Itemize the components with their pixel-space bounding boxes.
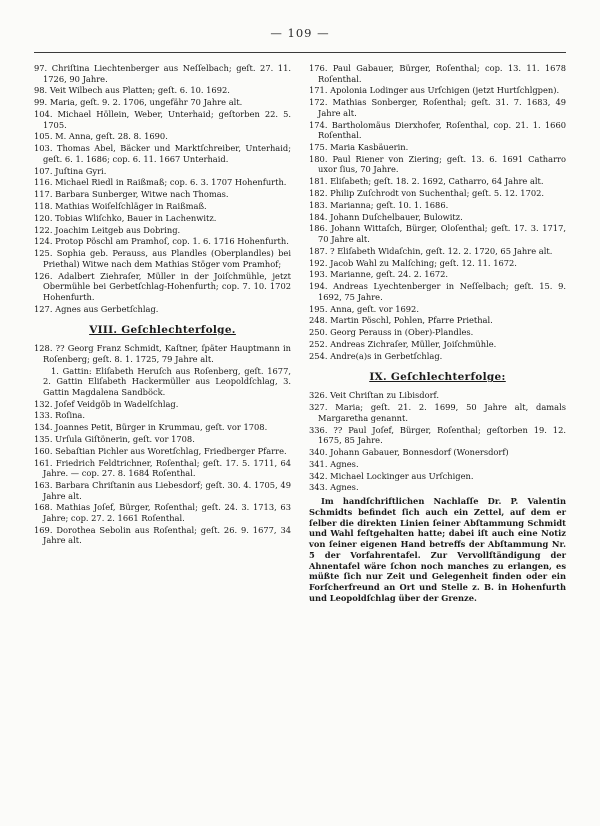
entry-text: Friedrich Feldtrichner, Roſenthal; geſt. 17. 5. 1711, 64 Jahre. — cop. 27. 8. 1684 Roſenthal. bbox=[43, 457, 292, 479]
list-item bbox=[34, 109, 291, 130]
entry-number: 254. bbox=[309, 350, 328, 361]
entry-number: 103. bbox=[34, 143, 53, 154]
entry-number: 125. bbox=[34, 248, 53, 259]
entry-number: 135. bbox=[34, 434, 53, 445]
list-item bbox=[309, 315, 566, 326]
list-item bbox=[34, 422, 291, 433]
list-item bbox=[34, 236, 291, 247]
entry-text: Joachim Leitgeb aus Dobring. bbox=[55, 224, 181, 235]
entry-text: Michael Riedl in Raißmaß; cop. 6. 3. 1707 Hohenfurth. bbox=[55, 177, 287, 188]
entry-number: 124. bbox=[34, 236, 53, 247]
entry-number: 168. bbox=[34, 502, 53, 513]
entry-number: 169. bbox=[34, 524, 53, 535]
left-column bbox=[34, 63, 291, 805]
list-item bbox=[309, 471, 566, 482]
entry-number: 194. bbox=[309, 281, 328, 292]
entry-number: 99. bbox=[34, 97, 48, 108]
entry-number: 327. bbox=[309, 402, 328, 413]
entry-text: Agnes. bbox=[330, 458, 359, 469]
entry-number: 176. bbox=[309, 63, 328, 73]
list-item bbox=[34, 446, 291, 457]
list-item bbox=[309, 223, 566, 244]
list-item bbox=[34, 131, 291, 142]
list-item bbox=[34, 213, 291, 224]
entry-number: 105. bbox=[34, 131, 53, 142]
list-item bbox=[34, 189, 291, 200]
entry-number: 97. bbox=[34, 63, 48, 73]
list-item bbox=[34, 85, 291, 96]
entry-number: 343. bbox=[309, 482, 328, 493]
entry-text: Joannes Petit, Bürger in Krummau, geſt. vor 1708. bbox=[55, 422, 268, 433]
list-item bbox=[309, 459, 566, 470]
list-item bbox=[34, 166, 291, 177]
list-item bbox=[34, 399, 291, 410]
entry-text: Urſula Giſtönerin, geſt. vor 1708. bbox=[55, 434, 195, 445]
entry-text: Maria Kasbäuerin. bbox=[330, 142, 409, 153]
entry-text: Chriſtina Liechtenberger aus Neſſelbach; geſt. 27. 11. 1726, 90 Jahre. bbox=[43, 63, 291, 84]
entry-text: Sebaſtian Pichler aus Woretſchlag, Friedberger Pfarre. bbox=[55, 445, 287, 456]
entry-number: 104. bbox=[34, 109, 53, 119]
list-item bbox=[34, 480, 291, 501]
list-item bbox=[309, 200, 566, 211]
entry-number: 134. bbox=[34, 422, 53, 433]
list-item bbox=[309, 63, 566, 84]
list-item bbox=[309, 351, 566, 362]
list-item bbox=[309, 447, 566, 458]
list-item bbox=[309, 188, 566, 199]
entry-number: 250. bbox=[309, 327, 328, 338]
entry-text: Andre(a)s in Gerbetſchlag. bbox=[330, 350, 443, 361]
list-item bbox=[309, 281, 566, 302]
list-item bbox=[309, 402, 566, 423]
entry-number: 160. bbox=[34, 445, 53, 456]
entry-text: Georg Perauss in (Ober)-Plandles. bbox=[330, 327, 474, 338]
entry-text: Mathias Joſef, Bürger, Roſenthal; geſt. 24. 3. 1713, 63 Jahre; cop. 27. 2. 1661 Roſenthal. bbox=[43, 502, 291, 524]
entry-number: 98. bbox=[34, 85, 48, 96]
entry-text: Protop Pöschl am Pramhoſ, cop. 1. 6. 1716 Hohenfurth. bbox=[55, 236, 289, 247]
entry-text: Michael Lockinger aus Urſchigen. bbox=[330, 470, 474, 481]
list-item bbox=[34, 458, 291, 479]
entry-text: M. Anna, geſt. 28. 8. 1690. bbox=[55, 131, 168, 142]
entry-number: 180. bbox=[309, 153, 328, 164]
entry-text: Mathias Woiſelſchläger in Raißmaß. bbox=[55, 201, 207, 211]
entry-text: 1. Gattin: Eliſabeth Heruſch aus Roſenberg, geſt. 1677, 2. Gattin Eliſabeth Hackermüller aus Leopoldſchlag, 3. Gattin Magdalena Sandböck. bbox=[43, 365, 291, 397]
section-heading-viii bbox=[34, 324, 291, 336]
entry-text: Joſef Veidgöb in Wadelſchlag. bbox=[55, 398, 179, 409]
list-item bbox=[309, 304, 566, 315]
list-item bbox=[34, 410, 291, 421]
entry-text: ? Eliſabeth Widaſchin, geſt. 12. 2. 1720, 65 Jahre alt. bbox=[330, 245, 553, 256]
entry-number: 340. bbox=[309, 447, 328, 458]
list-item bbox=[34, 434, 291, 445]
list-item bbox=[34, 177, 291, 188]
list-item bbox=[309, 390, 566, 401]
header-rule bbox=[34, 52, 566, 53]
list-item bbox=[309, 246, 566, 257]
entry-text: Marianne, geſt. 24. 2. 1672. bbox=[330, 269, 449, 280]
entry-number: 195. bbox=[309, 303, 328, 314]
entry-text: Roſina. bbox=[55, 410, 86, 421]
closing-note: Im handſchriftlichen Nachlaſſe Dr. P. Valentin Schmidts befindet ſich auch ein Zettel, auf dem er ſelber die direkten Linien ſeiner Abſtammung Schmidt und Wahl feſtgehalten hatte; dabei iſt auch eine Notiz von ſeiner eigenen Hand betreffs der Abſtammung Nr. 5 der Vorfahrentafel. Zur Vervollſtändigung der Ahnentafel wäre ſchon noch manches zu erlangen, es müßte ſich nur Zeit und Gelegenheit finden oder ein Forſcherfreund an Ort und Stelle z. B. in Hohenfurth und Leopoldſchlag über der Grenze. bbox=[309, 496, 566, 604]
entry-text: Dorothea Sebolin aus Roſenthal; geſt. 26. 9. 1677, 34 Jahre alt. bbox=[43, 524, 291, 546]
list-item bbox=[309, 258, 566, 269]
entry-number: 187. bbox=[309, 245, 328, 256]
entry-text: Veit Wilbech aus Platten; geſt. 6. 10. 1692. bbox=[49, 85, 230, 96]
entry-number: 182. bbox=[309, 188, 328, 199]
entry-text: Andreas Zichraſer, Müller, Joiſchmühle. bbox=[330, 339, 497, 349]
list-item bbox=[309, 212, 566, 223]
list-item bbox=[34, 343, 291, 364]
entry-number: 184. bbox=[309, 211, 328, 222]
section-heading-text: VIII. Geſchlechterfolge. bbox=[89, 324, 236, 337]
entry-number: 128. bbox=[34, 343, 53, 354]
entry-text: Philip Zuſchrodt von Suchenthal; geſt. 5. 12. 1702. bbox=[330, 188, 545, 199]
entry-number: 174. bbox=[309, 119, 328, 130]
entry-text: Juſtina Gyri. bbox=[55, 165, 107, 176]
entry-text: Johann Duſchelbauer, Bulowitz. bbox=[330, 211, 463, 222]
entry-text: Apolonia Lodinger aus Urſchigen (jetzt Hurtſchlgpen). bbox=[330, 85, 560, 96]
list-item-sub bbox=[34, 366, 291, 398]
entry-text: Maria; geſt. 21. 2. 1699, 50 Jahre alt, damals Margaretha genannt. bbox=[318, 402, 566, 423]
list-item bbox=[309, 482, 566, 493]
entry-number: 181. bbox=[309, 176, 328, 187]
entry-number: 163. bbox=[34, 480, 53, 491]
list-item bbox=[309, 142, 566, 153]
entry-text: Andreas Lyechtenberger in Neſſelbach; geſt. 15. 9. 1692, 75 Jahre. bbox=[318, 281, 566, 302]
entry-text: Maria, geſt. 9. 2. 1706, ungefähr 70 Jahre alt. bbox=[49, 97, 243, 108]
list-item bbox=[34, 525, 291, 546]
entry-text: Bartholomäus Dierxhofer, Roſenthal, cop. 21. 1. 1660 Roſenthal. bbox=[318, 119, 566, 141]
entry-number: 193. bbox=[309, 269, 328, 280]
entry-text: Paul Gabauer, Bürger, Roſenthal; cop. 13. 11. 1678 Roſenthal. bbox=[318, 63, 567, 84]
list-item bbox=[309, 339, 566, 350]
list-item bbox=[34, 502, 291, 523]
entry-number: 122. bbox=[34, 224, 53, 235]
entry-text: Agnes. bbox=[330, 482, 359, 493]
entry-number: 341. bbox=[309, 458, 328, 469]
entry-number: 118. bbox=[34, 201, 53, 211]
entry-text: Paul Riener von Ziering; geſt. 13. 6. 1691 Catharro uxor ſius, 70 Jahre. bbox=[318, 153, 566, 175]
entry-text: Adalbert Ziehraſer, Müller in der Joiſchmühle, jetzt Obermühle bei Gerbetſchlag-Hohenfurth; cop. 7. 10. 1702 Hohenfurth. bbox=[43, 270, 292, 302]
list-item bbox=[34, 271, 291, 303]
entry-text: Jacob Wahl zu Malſching; geſt. 12. 11. 1672. bbox=[330, 257, 517, 268]
entry-number: 252. bbox=[309, 339, 328, 349]
entry-text: Martin Pöschl, Pohlen, Pfarre Priethal. bbox=[330, 315, 493, 326]
entry-text: Michael Höllein, Weber, Unterhaid; geſtorben 22. 5. 1705. bbox=[43, 109, 292, 130]
entry-number: 161. bbox=[34, 457, 53, 468]
entry-text: Eliſabeth; geſt. 18. 2. 1692, Catharro, 64 Jahre alt. bbox=[330, 176, 544, 187]
entry-number: 127. bbox=[34, 303, 53, 314]
entry-text: Johann Gabauer, Bonnesdorf (Wonersdorf) bbox=[330, 447, 509, 458]
entry-text: Mathias Sonberger, Roſenthal; geſt. 31. 7. 1683, 49 Jahre alt. bbox=[318, 97, 566, 118]
entry-number: 326. bbox=[309, 390, 328, 401]
list-item bbox=[309, 85, 566, 96]
entry-text: Anna, geſt. vor 1692. bbox=[330, 303, 419, 314]
entry-number: 117. bbox=[34, 189, 53, 200]
section-heading-ix bbox=[309, 371, 566, 383]
entry-number: 192. bbox=[309, 257, 328, 268]
entry-text: Thomas Abel, Bäcker und Marktſchreiber, Unterhaid; geſt. 6. 1. 1686; cop. 6. 11. 1667 Unterhaid. bbox=[43, 143, 291, 164]
entry-text: Sophia geb. Perauss, aus Plandles (Oberplandles) bei Priethal) Witwe nach dem Mathias Stöger vom Pramhof; bbox=[43, 248, 291, 269]
entry-number: 342. bbox=[309, 470, 328, 481]
list-item bbox=[309, 327, 566, 338]
list-item bbox=[309, 425, 566, 446]
list-item bbox=[34, 97, 291, 108]
entry-number: 126. bbox=[34, 270, 53, 281]
list-item bbox=[34, 201, 291, 212]
entry-number: 116. bbox=[34, 177, 53, 188]
list-item bbox=[309, 154, 566, 175]
entry-text: Agnes aus Gerbetſchlag. bbox=[55, 303, 159, 314]
entry-text: Johann Wittaſch, Bürger, Oloſenthal; geſt. 17. 3. 1717, 70 Jahre alt. bbox=[318, 223, 567, 245]
entry-number: 336. bbox=[309, 424, 328, 435]
entry-number: 248. bbox=[309, 315, 328, 326]
entry-text: Veit Chriſtan zu Libisdorf. bbox=[330, 390, 439, 401]
page-number: — 109 — bbox=[270, 26, 330, 40]
entry-number: 132. bbox=[34, 398, 53, 409]
entry-text: ?? Paul Joſef, Bürger, Roſenthal; geſtorben 19. 12. 1675, 85 Jahre. bbox=[318, 424, 566, 446]
list-item bbox=[309, 269, 566, 280]
entry-number: 175. bbox=[309, 142, 328, 153]
list-item bbox=[309, 176, 566, 187]
list-item bbox=[34, 225, 291, 236]
entry-number: 183. bbox=[309, 199, 328, 210]
entry-number: 107. bbox=[34, 165, 53, 176]
entry-text: Marianna; geſt. 10. 1. 1686. bbox=[330, 199, 449, 210]
entry-number: 133. bbox=[34, 410, 53, 421]
section-heading-text: IX. Geſchlechterfolge: bbox=[369, 371, 506, 384]
entry-text: Barbara Sunberger, Witwe nach Thomas. bbox=[55, 189, 229, 200]
entry-text: ?? Georg Franz Schmidt, Kaſtner, ſpäter Hauptmann in Roſenberg; geſt. 8. 1. 1725, 79 Jahre alt. bbox=[43, 343, 291, 364]
entry-number: 172. bbox=[309, 97, 328, 108]
entry-text: Tobias Wliſchko, Bauer in Lachenwitz. bbox=[55, 212, 217, 223]
entry-text: Barbara Chriſtanin aus Liebesdorf; geſt. 30. 4. 1705, 49 Jahre alt. bbox=[43, 480, 291, 501]
list-item bbox=[309, 97, 566, 118]
entry-number: 171. bbox=[309, 85, 328, 96]
entry-number: 186. bbox=[309, 223, 328, 234]
entry-number: 120. bbox=[34, 212, 53, 223]
list-item bbox=[34, 248, 291, 269]
right-column bbox=[309, 63, 566, 805]
two-column-body bbox=[34, 63, 566, 805]
list-item bbox=[34, 63, 291, 84]
list-item bbox=[34, 304, 291, 315]
list-item bbox=[34, 143, 291, 164]
list-item bbox=[309, 120, 566, 141]
